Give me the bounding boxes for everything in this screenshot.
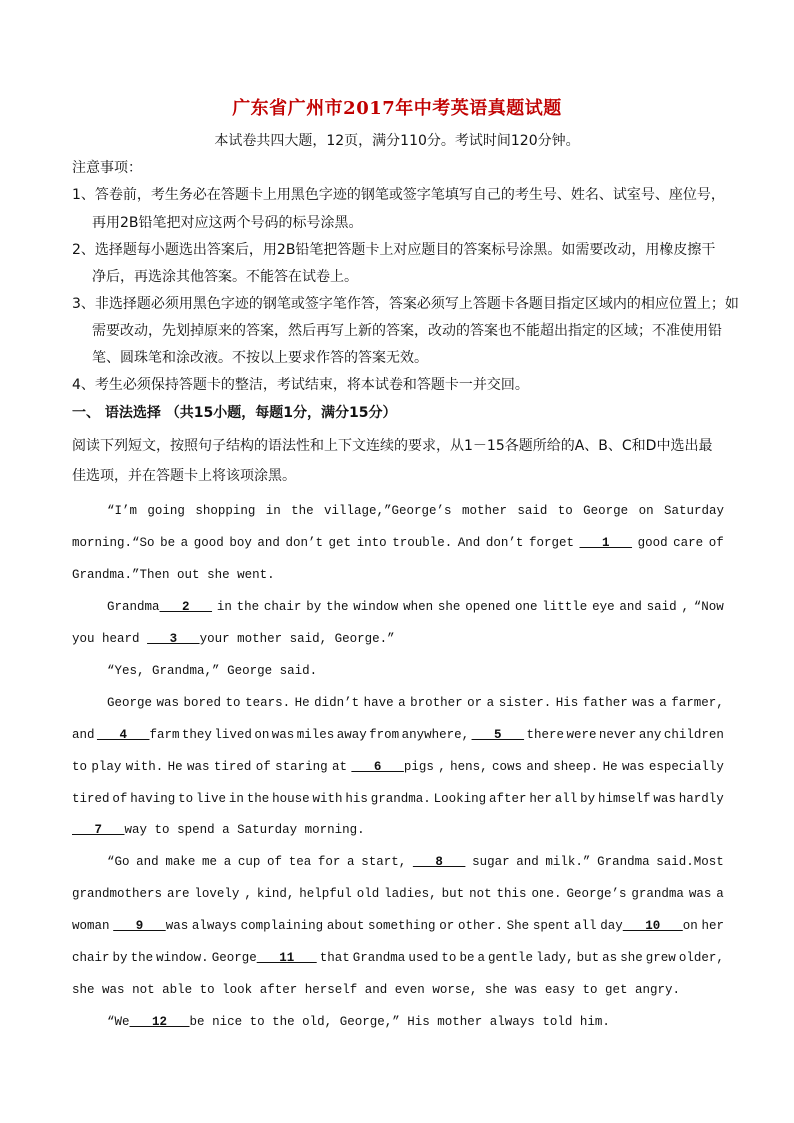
notice-3-line-2: 需要改动，先划掉原来的答案，然后再写上新的答案，改动的答案也不能超出指定的区域；不准使用铅	[92, 323, 722, 339]
passage-word	[413, 852, 466, 872]
passage-word: a	[398, 696, 406, 710]
passage-word: from	[369, 728, 400, 742]
passage-word: good	[637, 536, 668, 550]
passage-word: And	[457, 536, 481, 550]
passage-word: of	[267, 855, 283, 869]
passage-word: she	[207, 568, 230, 582]
passage-word: miles	[296, 728, 335, 742]
passage-word: a	[486, 696, 495, 710]
passage-line	[72, 629, 724, 649]
passage-word: in	[216, 600, 232, 614]
passage-word: and	[72, 728, 95, 742]
passage-word: window.	[156, 951, 209, 965]
passage-word: be	[459, 951, 475, 965]
passage-word: eye	[592, 600, 615, 614]
passage-line	[72, 948, 724, 968]
passage-word: for	[317, 855, 341, 869]
passage-word: a	[477, 951, 485, 965]
passage-word: sheep.	[553, 760, 599, 774]
passage-word: told	[542, 1015, 573, 1029]
passage-word: George.”	[334, 632, 395, 646]
passage-word: you	[72, 632, 95, 646]
answer-blank: 5	[471, 728, 525, 742]
passage-word: was	[514, 983, 538, 997]
passage-word: His	[555, 696, 579, 710]
passage-line	[107, 661, 724, 681]
passage-word: always	[191, 919, 237, 933]
passage-word: was	[653, 792, 676, 806]
passage-word: 9 was	[113, 919, 189, 933]
passage-word: cup	[237, 855, 261, 869]
passage-word: tired	[213, 760, 252, 774]
passage-word: was	[622, 760, 645, 774]
passage-word: tears.	[245, 696, 291, 710]
passage-line	[107, 693, 724, 713]
passage-word: bored	[183, 696, 222, 710]
answer-blank: 4	[96, 728, 150, 742]
passage-word: one.	[531, 887, 562, 901]
passage-word: shopping	[195, 504, 256, 518]
passage-word: as	[602, 951, 618, 965]
passage-word: “Go	[107, 855, 130, 869]
passage-word: said,	[289, 632, 328, 646]
passage-word: brother	[410, 696, 463, 710]
passage-word: with	[312, 792, 343, 806]
passage-word: she	[437, 600, 461, 614]
passage-word: woman	[72, 919, 110, 933]
exam-title: 广东省广州市2017年中考英语真题试题	[232, 98, 562, 119]
passage-word: ,	[681, 600, 689, 614]
passage-word: about	[326, 919, 365, 933]
passage-word: Saturday	[237, 823, 298, 837]
passage-word: able	[162, 983, 193, 997]
instructions-line-2: 佳选项，并在答题卡上将该项涂黑。	[72, 468, 296, 484]
passage-word: helpful	[299, 887, 352, 901]
passage-word: a	[180, 536, 189, 550]
passage-word	[472, 725, 525, 745]
passage-word: with.	[125, 760, 164, 774]
passage-word: even	[394, 983, 425, 997]
passage-word: old,	[302, 1015, 333, 1029]
exam-subtitle: 本试卷共四大题，12页，满分110分。考试时间120分钟。	[214, 133, 580, 149]
passage-word: in	[265, 504, 281, 518]
passage-word: was	[187, 760, 210, 774]
passage-word: the	[246, 792, 270, 806]
passage-word: Grandma.”Then	[72, 568, 170, 582]
passage-word: not	[132, 983, 155, 997]
passage-word: grandmothers	[72, 887, 163, 901]
passage-word: cows	[492, 760, 523, 774]
passage-word: staring	[275, 760, 328, 774]
answer-blank: 2	[159, 600, 213, 614]
passage-word: sugar	[472, 855, 510, 869]
passage-word: said.	[279, 664, 318, 678]
passage-word: grandma	[631, 887, 684, 901]
answer-blank: 12	[129, 1015, 190, 1029]
passage-word: a	[347, 855, 355, 869]
passage-word: milk.”	[545, 855, 591, 869]
passage-word: into	[356, 536, 387, 550]
passage-word: heard	[102, 632, 140, 646]
passage-line	[72, 757, 724, 777]
passage-word: ,	[244, 887, 252, 901]
passage-word: 4 farm	[96, 728, 180, 742]
passage-word: and	[136, 855, 159, 869]
passage-word: gentle	[488, 951, 534, 965]
answer-blank: 1	[579, 536, 633, 550]
passage-word: nice	[212, 1015, 243, 1029]
passage-word: be	[160, 536, 176, 550]
passage-word: and	[619, 600, 642, 614]
passage-word: to	[582, 983, 598, 997]
passage-word: spent	[532, 919, 571, 933]
passage-word: father	[582, 696, 628, 710]
passage-word: after	[489, 792, 527, 806]
passage-word: and	[364, 983, 388, 997]
notice-heading: 注意事项：	[72, 160, 142, 176]
passage-word: have	[363, 696, 394, 710]
answer-blank: 6	[351, 760, 404, 774]
passage-word: morning.	[304, 823, 365, 837]
passage-word: to	[225, 696, 241, 710]
passage-word: George	[583, 504, 629, 518]
passage-word: village,”George’s	[324, 504, 452, 518]
passage-word: mother	[461, 504, 507, 518]
passage-word: mother	[237, 632, 283, 646]
passage-word: get	[328, 536, 352, 550]
passage-word: having	[130, 792, 176, 806]
passage-word: house	[272, 792, 310, 806]
passage-word: farmer,	[671, 696, 724, 710]
passage-line	[107, 1012, 724, 1032]
passage-word: lady,	[536, 951, 574, 965]
passage-word: ladies,	[384, 887, 437, 901]
passage-word: of	[255, 760, 271, 774]
passage-word: day 10 on	[600, 919, 698, 933]
passage-word: tired	[72, 792, 110, 806]
passage-word: George	[227, 664, 273, 678]
passage-word: His	[407, 1015, 430, 1029]
passage-word: by	[112, 951, 128, 965]
passage-word: old	[356, 887, 380, 901]
passage-word: lovely	[194, 887, 240, 901]
passage-word: but	[441, 887, 465, 901]
passage-word: She	[506, 919, 530, 933]
passage-word: lived	[214, 728, 252, 742]
notice-2-line-2: 净后，再选涂其他答案。不能答在试卷上。	[92, 269, 358, 285]
passage-word: not	[469, 887, 492, 901]
passage-line	[72, 565, 724, 585]
passage-word: used	[408, 951, 439, 965]
passage-word: to	[178, 792, 194, 806]
passage-line	[107, 852, 724, 872]
passage-word: start,	[361, 855, 407, 869]
passage-word: was	[271, 728, 295, 742]
passage-word: George,”	[339, 1015, 400, 1029]
passage-word: and	[257, 536, 280, 550]
passage-word: and	[516, 855, 539, 869]
passage-line	[107, 597, 724, 617]
passage-word: this	[496, 887, 527, 901]
section-1-heading: 一、 语法选择 （共15小题，每题1分，满分15分）	[72, 405, 397, 421]
passage-line	[72, 533, 724, 553]
passage-word: Grandma	[352, 951, 406, 965]
passage-word: said	[517, 504, 548, 518]
passage-word: Saturday	[663, 504, 724, 518]
passage-word: they	[181, 728, 212, 742]
passage-word: her	[701, 919, 724, 933]
passage-word: never	[598, 728, 637, 742]
notice-3-line-1: 3、非选择题必须用黑色字迹的钢笔或签字笔作答，答案必须写上答题卡各题目指定区域内的相应位置上；如	[72, 296, 739, 312]
passage-word: the	[326, 600, 349, 614]
answer-blank: 7	[72, 823, 125, 837]
passage-word: a	[659, 696, 667, 710]
passage-word: get	[604, 983, 628, 997]
passage-word: chair	[72, 951, 110, 965]
answer-blank: 9	[113, 919, 166, 933]
passage-word: play	[91, 760, 122, 774]
passage-word: 7 way	[72, 823, 148, 837]
passage-word: to	[154, 823, 170, 837]
passage-word: hens,	[450, 760, 488, 774]
passage-word: him.	[579, 1015, 610, 1029]
passage-word: make	[165, 855, 196, 869]
passage-word: hardly	[678, 792, 724, 806]
passage-word: “I’m	[107, 504, 138, 518]
passage-word: to	[441, 951, 457, 965]
passage-word: especially	[648, 760, 724, 774]
passage-word: didn’t	[314, 696, 360, 710]
passage-word: her	[529, 792, 552, 806]
passage-word: sister.	[498, 696, 552, 710]
passage-word: “We 12 be	[107, 1015, 205, 1029]
passage-word: the	[291, 504, 314, 518]
passage-word: was	[102, 983, 125, 997]
passage-word: don’t	[485, 536, 524, 550]
passage-word: He	[167, 760, 183, 774]
passage-word: kind,	[256, 887, 295, 901]
answer-blank: 3	[147, 632, 200, 646]
passage-word: grew	[645, 951, 676, 965]
passage-line	[72, 916, 724, 936]
passage-word: by	[306, 600, 322, 614]
passage-word: look	[222, 983, 253, 997]
passage-word: older,	[678, 951, 724, 965]
passage-word: worse,	[432, 983, 478, 997]
passage-word: are	[166, 887, 190, 901]
passage-word: opened	[465, 600, 511, 614]
passage-word: “Now	[693, 600, 724, 614]
passage-word: the	[272, 1015, 295, 1029]
passage-word: or	[467, 696, 483, 710]
passage-word: tea	[288, 855, 312, 869]
passage-word: to	[72, 760, 88, 774]
passage-word: Grandma,”	[152, 664, 220, 678]
passage-word: children	[663, 728, 724, 742]
passage-word: chair	[263, 600, 302, 614]
answer-blank: 10	[622, 919, 683, 933]
passage-word: ,	[438, 760, 446, 774]
passage-word: other.	[457, 919, 503, 933]
passage-word: of	[112, 792, 128, 806]
passage-word: by	[580, 792, 596, 806]
passage-word: trouble.	[392, 536, 453, 550]
passage-word: George’s	[566, 887, 627, 901]
passage-word: Looking	[433, 792, 487, 806]
passage-word: care	[673, 536, 704, 550]
passage-word: in	[228, 792, 244, 806]
passage-word: a	[222, 823, 230, 837]
passage-word: to	[249, 1015, 265, 1029]
passage-word: were	[566, 728, 597, 742]
passage-word: easy	[544, 983, 575, 997]
passage-word: the	[236, 600, 260, 614]
answer-blank: 8	[412, 855, 466, 869]
passage-word: He	[602, 760, 618, 774]
passage-word: little	[542, 600, 588, 614]
passage-word: a	[223, 855, 232, 869]
passage-word: something	[368, 919, 436, 933]
passage-word: his	[345, 792, 368, 806]
passage-word: on	[638, 504, 654, 518]
passage-word: she	[72, 983, 95, 997]
passage-word: boy	[229, 536, 252, 550]
passage-word: was	[632, 696, 655, 710]
passage-word: George 11	[211, 951, 317, 965]
passage-word: forget	[528, 536, 574, 550]
passage-word: there	[526, 728, 565, 742]
passage-line	[72, 884, 724, 904]
passage-word: said.Most	[656, 855, 724, 869]
passage-word: “Yes,	[107, 664, 145, 678]
notice-4-line-1: 4、考生必须保持答题卡的整洁，考试结束，将本试卷和答题卡一并交回。	[72, 377, 529, 393]
passage-word: that	[319, 951, 350, 965]
notice-3-line-3: 笔、圆珠笔和涂改液。不按以上要求作答的答案无效。	[92, 350, 428, 366]
passage-word: she	[620, 951, 643, 965]
passage-word: was	[688, 887, 712, 901]
passage-word: complaining	[240, 919, 324, 933]
passage-word: grandma.	[370, 792, 431, 806]
passage-word: a	[716, 887, 724, 901]
passage-word: George	[107, 696, 153, 710]
passage-word: any	[638, 728, 662, 742]
passage-word: was	[156, 696, 180, 710]
passage-word: all	[574, 919, 597, 933]
passage-word: live	[196, 792, 227, 806]
passage-word: angry.	[635, 983, 681, 997]
answer-blank: 11	[256, 951, 317, 965]
passage-line	[107, 501, 724, 521]
passage-word: good	[193, 536, 224, 550]
passage-word: me	[202, 855, 218, 869]
passage-word: went.	[237, 568, 275, 582]
passage-word: window	[353, 600, 399, 614]
passage-word: all	[554, 792, 578, 806]
passage-word: spend	[177, 823, 215, 837]
passage-word: out	[177, 568, 200, 582]
passage-word: anywhere,	[401, 728, 470, 742]
passage-word: mother	[437, 1015, 483, 1029]
passage-line	[72, 789, 724, 809]
passage-word: to	[199, 983, 215, 997]
passage-word: when	[403, 600, 434, 614]
passage-line	[72, 725, 724, 745]
passage-word: one	[514, 600, 538, 614]
passage-word: himself	[598, 792, 651, 806]
notice-1-line-2: 再用2B铅笔把对应这两个号码的标号涂黑。	[92, 215, 363, 231]
passage-word: after	[259, 983, 298, 997]
passage-word: always	[489, 1015, 535, 1029]
passage-word	[580, 533, 633, 553]
passage-word: at	[332, 760, 348, 774]
passage-word: away	[336, 728, 367, 742]
notice-2-line-1: 2、选择题每小题选出答案后，用2B铅笔把答题卡上对应题目的答案标号涂黑。如需要改动，用橡皮擦干	[72, 242, 716, 258]
passage-word: the	[130, 951, 154, 965]
passage-word: Grandma 2	[107, 600, 213, 614]
passage-word: said	[646, 600, 677, 614]
passage-line	[72, 980, 724, 1000]
passage-word: and	[526, 760, 549, 774]
passage-word: 6 pigs	[351, 760, 434, 774]
passage-word: morning.“So	[72, 536, 155, 550]
passage-word: don’t	[285, 536, 323, 550]
passage-word: He	[294, 696, 310, 710]
passage-word: but	[576, 951, 600, 965]
passage-word: Grandma	[597, 855, 650, 869]
passage-word: of	[708, 536, 724, 550]
passage-word: to	[557, 504, 573, 518]
passage-word: she	[484, 983, 508, 997]
instructions-line-1: 阅读下列短文，按照句子结构的语法性和上下文连续的要求，从1－15各题所给的A、B、C和D中选出最	[72, 438, 713, 454]
passage-word: herself	[304, 983, 358, 997]
passage-word: going	[147, 504, 185, 518]
passage-word: or	[439, 919, 455, 933]
notice-1-line-1: 1、答卷前，考生务必在答题卡上用黑色字迹的钢笔或签字笔填写自己的考生号、姓名、试室号、座位号，	[72, 187, 725, 203]
passage-word: on	[254, 728, 270, 742]
passage-line	[72, 820, 724, 840]
passage-word: 3 your	[147, 632, 230, 646]
